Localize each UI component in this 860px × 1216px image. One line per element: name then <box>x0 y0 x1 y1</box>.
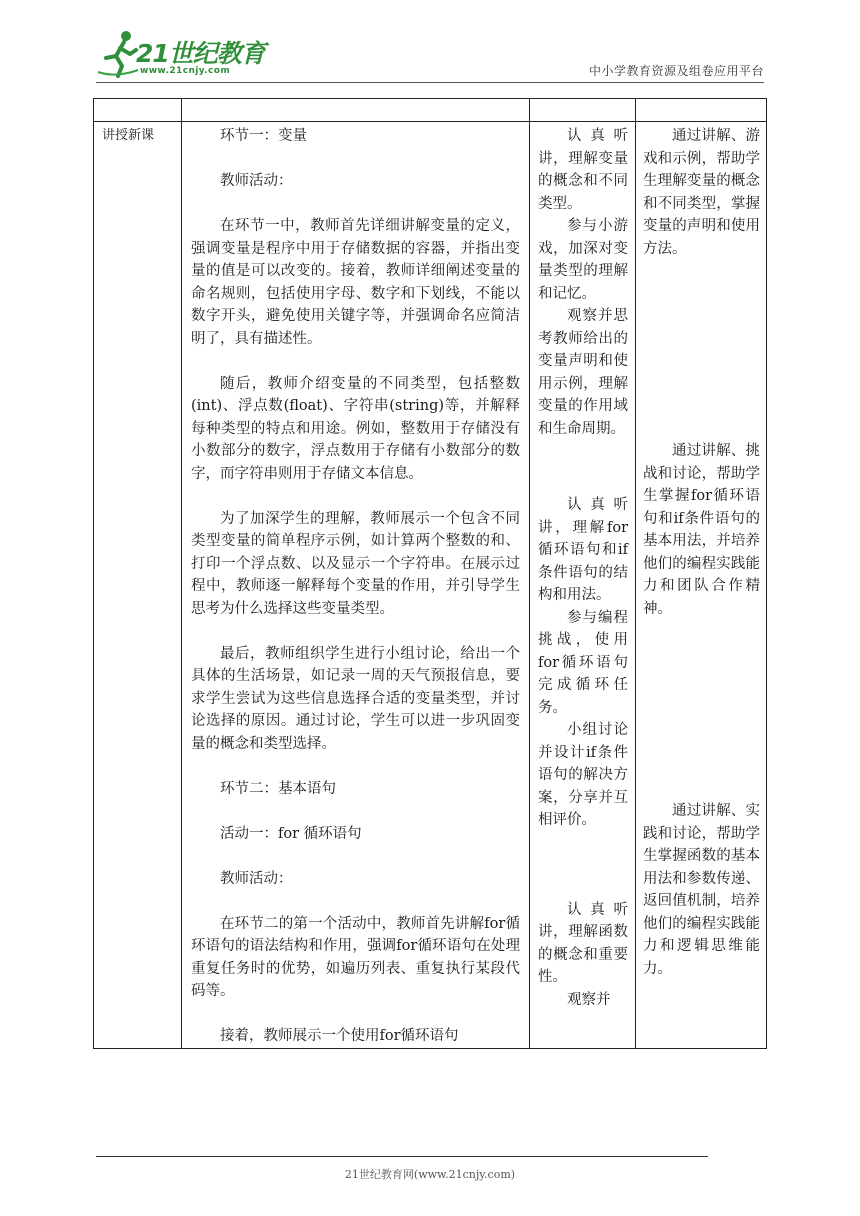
table-cell <box>182 99 530 122</box>
table-cell <box>636 99 767 122</box>
lesson-plan-table <box>93 98 767 1049</box>
table-row <box>94 99 767 122</box>
paragraph: 接着，教师展示一个使用for循环语句 <box>220 1028 459 1044</box>
student-item: 参与小游戏，加深对变量类型的理解和记忆。 <box>538 218 628 302</box>
design-intent-cell <box>636 122 767 1049</box>
site-logo[interactable] <box>96 28 266 80</box>
paragraph: 最后，教师组织学生进行小组讨论，给出一个具体的生活场景，如记录一周的天气预报信息，要求学生尝试为这些信息选择合适的变量类型，并讨论选择的原因。通过讨论，学生可以进一步巩固变量的概念和类型选择。 <box>191 645 520 752</box>
student-item: 认真听讲，理解函数的概念和重要性。 <box>538 901 628 985</box>
student-item: 观察并思考教师给出的变量声明和使用示例，理解变量的作用域和生命周期。 <box>538 308 628 437</box>
table-row <box>94 122 767 1049</box>
platform-name: 中小学教育资源及组卷应用平台 <box>588 64 764 78</box>
paragraph: 随后，教师介绍变量的不同类型，包括整数(int)、浮点数(float)、字符串(string)等，并解释每种类型的特点和用途。例如，整数用于存储没有小数部分的数字，浮点数用于存储有小数部分的数字，而字符串则用于存储文本信息。 <box>191 375 520 482</box>
page-header <box>0 0 860 90</box>
student-item: 小组讨论并设计if条件语句的解决方案，分享并互相评价。 <box>538 722 628 828</box>
student-item: 参与编程挑战，使用for循环语句完成循环任务。 <box>538 609 628 716</box>
activity-heading: 教师活动： <box>220 173 293 189</box>
logo-title: 21世纪教育 <box>136 39 265 68</box>
activity-heading: 教师活动： <box>220 870 293 887</box>
student-item: 认真听讲，理解变量的概念和不同类型。 <box>538 128 628 212</box>
paragraph: 在环节一中，教师首先详细讲解变量的定义，强调变量是程序中用于存储数据的容器，并指出变量的值是可以改变的。接着，教师详细阐述变量的命名规则，包括使用字母、数字和下划线，不能以数字开头，避免使用关键字等，并强调命名应简洁明了，具有描述性。 <box>191 218 520 347</box>
activity-title: 活动一：for 循环语句 <box>220 825 362 842</box>
student-item: 观察并 <box>567 991 611 1008</box>
table-cell <box>94 99 182 122</box>
section-label: 讲授新课 <box>94 122 182 1049</box>
header-divider <box>96 82 764 83</box>
intent-item: 通过讲解、挑战和讨论，帮助学生掌握for循环语句和if条件语句的基本用法，并培养他们的编程实践能力和团队合作精神。 <box>643 443 760 617</box>
stage-title: 环节二：基本语句 <box>220 780 336 797</box>
runner-icon <box>96 28 140 80</box>
logo-url: www.21cnjy.com <box>140 66 231 76</box>
paragraph: 在环节二的第一个活动中，教师首先讲解for循环语句的语法结构和作用，强调for循环语句在处理重复任务时的优势，如遍历列表、重复执行某段代码等。 <box>191 915 520 999</box>
intent-item: 通过讲解、实践和讨论，帮助学生掌握函数的基本用法和参数传递、返回值机制，培养他们的编程实践能力和逻辑思维能力。 <box>643 803 760 977</box>
table-cell <box>530 99 636 122</box>
footer-divider <box>96 1156 708 1157</box>
paragraph: 为了加深学生的理解，教师展示一个包含不同类型变量的简单程序示例，如计算两个整数的和、打印一个浮点数、以及显示一个字符串。在展示过程中，教师逐一解释每个变量的作用，并引导学生思考为什么选择这些变量类型。 <box>191 510 520 617</box>
student-activity-cell <box>530 122 636 1049</box>
stage-title: 环节一：变量 <box>220 128 307 144</box>
teacher-activity-cell <box>182 122 530 1049</box>
student-item: 认真听讲，理解for循环语句和if条件语句的结构和用法。 <box>538 497 628 603</box>
intent-item: 通过讲解、游戏和示例，帮助学生理解变量的概念和不同类型，掌握变量的声明和使用方法。 <box>643 128 760 257</box>
footer-text[interactable]: 21世纪教育网(www.21cnjy.com) <box>344 1168 516 1181</box>
